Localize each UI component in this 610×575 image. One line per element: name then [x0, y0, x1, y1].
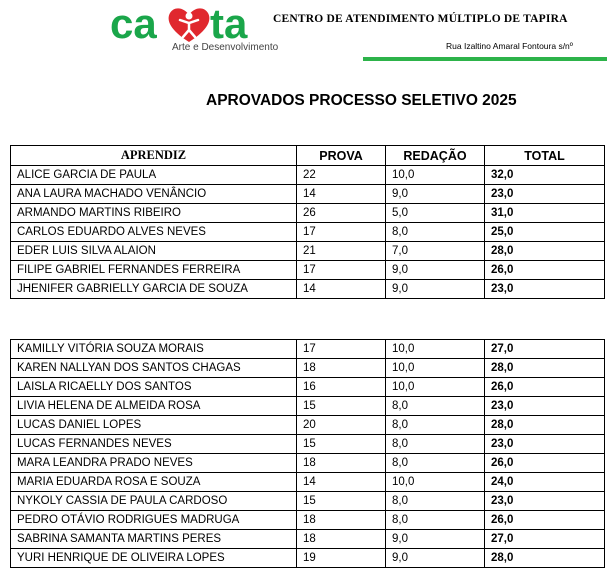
organization-address: Rua Izaltino Amaral Fontoura s/nº — [446, 41, 573, 51]
cell-name: LUCAS DANIEL LOPES — [11, 416, 297, 435]
table-row — [11, 359, 605, 378]
cell-total: 23,0 — [485, 397, 605, 416]
cell-redacao: 7,0 — [386, 242, 485, 261]
cell-redacao: 9,0 — [386, 280, 485, 299]
table-row — [11, 261, 605, 280]
cell-name: EDER LUIS SILVA ALAION — [11, 242, 297, 261]
table-row — [11, 378, 605, 397]
cell-total: 26,0 — [485, 261, 605, 280]
cell-name: LIVIA HELENA DE ALMEIDA ROSA — [11, 397, 297, 416]
cell-name: ALICE GARCIA DE PAULA — [11, 166, 297, 185]
cell-total: 28,0 — [485, 359, 605, 378]
table-row — [11, 242, 605, 261]
cell-prova: 21 — [297, 242, 386, 261]
cell-redacao: 10,0 — [386, 340, 485, 359]
cell-redacao: 8,0 — [386, 492, 485, 511]
cell-redacao: 8,0 — [386, 416, 485, 435]
cell-redacao: 9,0 — [386, 185, 485, 204]
cell-total: 28,0 — [485, 242, 605, 261]
cell-redacao: 8,0 — [386, 435, 485, 454]
cell-name: JHENIFER GABRIELLY GARCIA DE SOUZA — [11, 280, 297, 299]
cell-name: MARIA EDUARDA ROSA E SOUZA — [11, 473, 297, 492]
column-header-name: APRENDIZ — [11, 146, 297, 166]
cell-name: YURI HENRIQUE DE OLIVEIRA LOPES — [11, 549, 297, 568]
cell-total: 23,0 — [485, 492, 605, 511]
cell-prova: 18 — [297, 511, 386, 530]
table-row — [11, 549, 605, 568]
cell-prova: 17 — [297, 340, 386, 359]
cell-prova: 18 — [297, 359, 386, 378]
table-row — [11, 166, 605, 185]
cell-total: 28,0 — [485, 416, 605, 435]
table-row — [11, 530, 605, 549]
cell-prova: 14 — [297, 185, 386, 204]
cell-total: 32,0 — [485, 166, 605, 185]
column-header-prova: PROVA — [297, 146, 386, 166]
cell-total: 26,0 — [485, 511, 605, 530]
cell-name: CARLOS EDUARDO ALVES NEVES — [11, 223, 297, 242]
cell-total: 23,0 — [485, 280, 605, 299]
cell-prova: 14 — [297, 473, 386, 492]
cell-redacao: 9,0 — [386, 530, 485, 549]
cell-total: 27,0 — [485, 340, 605, 359]
cell-redacao: 9,0 — [386, 549, 485, 568]
cell-total: 31,0 — [485, 204, 605, 223]
cell-prova: 18 — [297, 454, 386, 473]
cell-name: ANA LAURA MACHADO VENÂNCIO — [11, 185, 297, 204]
svg-text:ca: ca — [110, 2, 157, 44]
cell-name: ARMANDO MARTINS RIBEIRO — [11, 204, 297, 223]
cell-redacao: 10,0 — [386, 359, 485, 378]
cell-prova: 15 — [297, 397, 386, 416]
logo-graphic — [110, 2, 270, 44]
cell-total: 25,0 — [485, 223, 605, 242]
cell-name: KAREN NALLYAN DOS SANTOS CHAGAS — [11, 359, 297, 378]
cell-prova: 22 — [297, 166, 386, 185]
header-divider — [363, 57, 607, 61]
table-row — [11, 397, 605, 416]
cell-redacao: 8,0 — [386, 454, 485, 473]
page-title: APROVADOS PROCESSO SELETIVO 2025 — [206, 92, 517, 109]
cell-name: LUCAS FERNANDES NEVES — [11, 435, 297, 454]
cell-total: 26,0 — [485, 454, 605, 473]
cell-prova: 19 — [297, 549, 386, 568]
table-row — [11, 185, 605, 204]
cell-redacao: 10,0 — [386, 473, 485, 492]
cell-prova: 17 — [297, 261, 386, 280]
table-row — [11, 511, 605, 530]
cell-prova: 14 — [297, 280, 386, 299]
cell-prova: 16 — [297, 378, 386, 397]
column-header-redacao: REDAÇÃO — [386, 146, 485, 166]
cell-name: KAMILLY VITÓRIA SOUZA MORAIS — [11, 340, 297, 359]
cell-name: MARA LEANDRA PRADO NEVES — [11, 454, 297, 473]
cell-prova: 26 — [297, 204, 386, 223]
cell-prova: 17 — [297, 223, 386, 242]
cell-redacao: 8,0 — [386, 397, 485, 416]
cell-prova: 15 — [297, 492, 386, 511]
svg-text:ta: ta — [210, 2, 248, 44]
cell-name: FILIPE GABRIEL FERNANDES FERREIRA — [11, 261, 297, 280]
column-header-total: TOTAL — [485, 146, 605, 166]
cell-total: 27,0 — [485, 530, 605, 549]
table-row — [11, 204, 605, 223]
cell-redacao: 9,0 — [386, 261, 485, 280]
table-row — [11, 454, 605, 473]
cell-name: LAISLA RICAELLY DOS SANTOS — [11, 378, 297, 397]
cell-name: SABRINA SAMANTA MARTINS PERES — [11, 530, 297, 549]
cell-total: 23,0 — [485, 435, 605, 454]
cell-total: 28,0 — [485, 549, 605, 568]
cell-name: NYKOLY CASSIA DE PAULA CARDOSO — [11, 492, 297, 511]
table-row — [11, 435, 605, 454]
cell-redacao: 8,0 — [386, 511, 485, 530]
table-row — [11, 473, 605, 492]
table-row — [11, 492, 605, 511]
logo-subtitle: Arte e Desenvolvimento — [172, 42, 279, 53]
table-row — [11, 223, 605, 242]
cell-redacao: 5,0 — [386, 204, 485, 223]
cell-total: 23,0 — [485, 185, 605, 204]
table-row — [11, 416, 605, 435]
organization-name: CENTRO DE ATENDIMENTO MÚLTIPLO DE TAPIRA — [273, 13, 568, 25]
table-header-row — [11, 146, 605, 166]
cell-redacao: 8,0 — [386, 223, 485, 242]
cell-total: 24,0 — [485, 473, 605, 492]
results-table-2 — [10, 339, 605, 568]
results-table-1 — [10, 145, 605, 299]
cell-name: PEDRO OTÁVIO RODRIGUES MADRUGA — [11, 511, 297, 530]
cell-redacao: 10,0 — [386, 166, 485, 185]
table-row — [11, 340, 605, 359]
cell-prova: 15 — [297, 435, 386, 454]
cell-prova: 18 — [297, 530, 386, 549]
cell-prova: 20 — [297, 416, 386, 435]
cell-total: 26,0 — [485, 378, 605, 397]
camta-logo — [110, 2, 279, 58]
table-row — [11, 280, 605, 299]
cell-redacao: 10,0 — [386, 378, 485, 397]
